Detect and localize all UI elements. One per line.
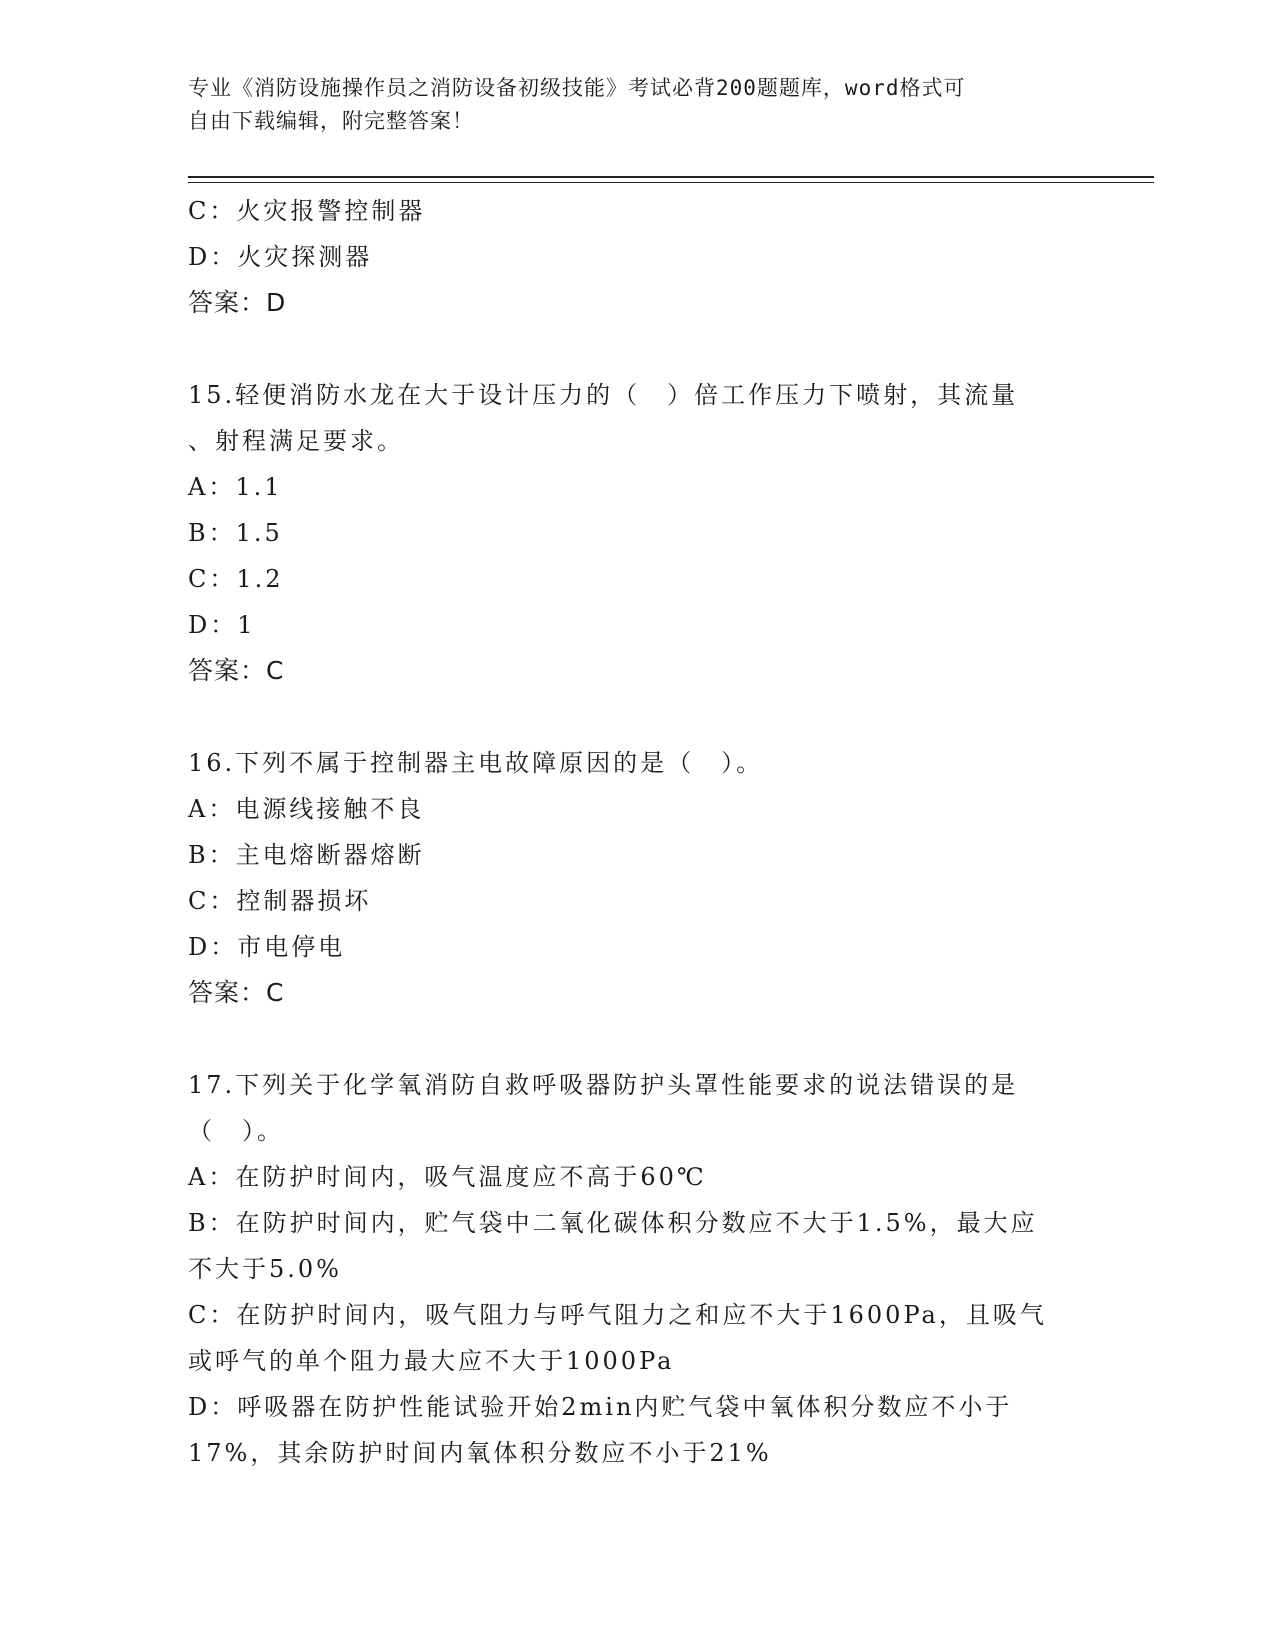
option-c-line-1: C：在防护时间内，吸气阻力与呼气阻力之和应不大于1600Pa，且吸气 bbox=[188, 1301, 1047, 1329]
option-d-line-2: 17%，其余防护时间内氧体积分数应不小于21% bbox=[188, 1439, 772, 1467]
question-14 bbox=[188, 188, 1088, 326]
option-b-line-2: 不大于5.0% bbox=[188, 1255, 342, 1283]
option-c: C：控制器损坏 bbox=[188, 887, 372, 915]
option-b: B：主电熔断器熔断 bbox=[188, 841, 425, 869]
question-15 bbox=[188, 372, 1088, 694]
spacer bbox=[188, 694, 1088, 740]
question-stem-line-2: （ ）。 bbox=[188, 1117, 284, 1145]
option-d: D：市电停电 bbox=[188, 933, 346, 961]
question-stem: 16.下列不属于控制器主电故障原因的是（ ）。 bbox=[188, 749, 764, 777]
question-stem-line-1: 15.轻便消防水龙在大于设计压力的（ ）倍工作压力下喷射，其流量 bbox=[188, 381, 1019, 409]
option-c: C：1.2 bbox=[188, 565, 284, 593]
option-a: A：1.1 bbox=[188, 473, 283, 501]
spacer bbox=[188, 326, 1088, 372]
question-content bbox=[188, 188, 1088, 1476]
option-b: B：1.5 bbox=[188, 519, 283, 547]
option-a: A：在防护时间内，吸气温度应不高于60℃ bbox=[188, 1163, 707, 1191]
option-c-line-2: 或呼气的单个阻力最大应不大于1000Pa bbox=[188, 1347, 675, 1375]
question-17 bbox=[188, 1062, 1088, 1476]
question-stem-line-2: 、射程满足要求。 bbox=[188, 427, 404, 455]
option-a: A：电源线接触不良 bbox=[188, 795, 425, 823]
header-line-2: 自由下载编辑，附完整答案！ bbox=[188, 109, 474, 133]
question-stem-line-1: 17.下列关于化学氧消防自救呼吸器防护头罩性能要求的说法错误的是 bbox=[188, 1071, 1019, 1099]
answer-label: 答案：C bbox=[188, 656, 285, 685]
header-divider-thin bbox=[188, 182, 1154, 183]
option-d: D：1 bbox=[188, 611, 256, 639]
option-b-line-1: B：在防护时间内，贮气袋中二氧化碳体积分数应不大于1.5%，最大应 bbox=[188, 1209, 1038, 1237]
option-d-line-1: D：呼吸器在防护性能试验开始2min内贮气袋中氧体积分数应不小于 bbox=[188, 1393, 1013, 1421]
question-16 bbox=[188, 740, 1088, 1016]
header-line-1: 专业《消防设施操作员之消防设备初级技能》考试必背200题题库，word格式可 bbox=[188, 76, 966, 100]
spacer bbox=[188, 1016, 1088, 1062]
answer-label: 答案：D bbox=[188, 288, 287, 317]
document-header bbox=[188, 72, 1088, 138]
option-c: C：火灾报警控制器 bbox=[188, 197, 426, 225]
answer-label: 答案：C bbox=[188, 978, 285, 1007]
header-divider-thick bbox=[188, 176, 1154, 178]
option-d: D：火灾探测器 bbox=[188, 243, 373, 271]
